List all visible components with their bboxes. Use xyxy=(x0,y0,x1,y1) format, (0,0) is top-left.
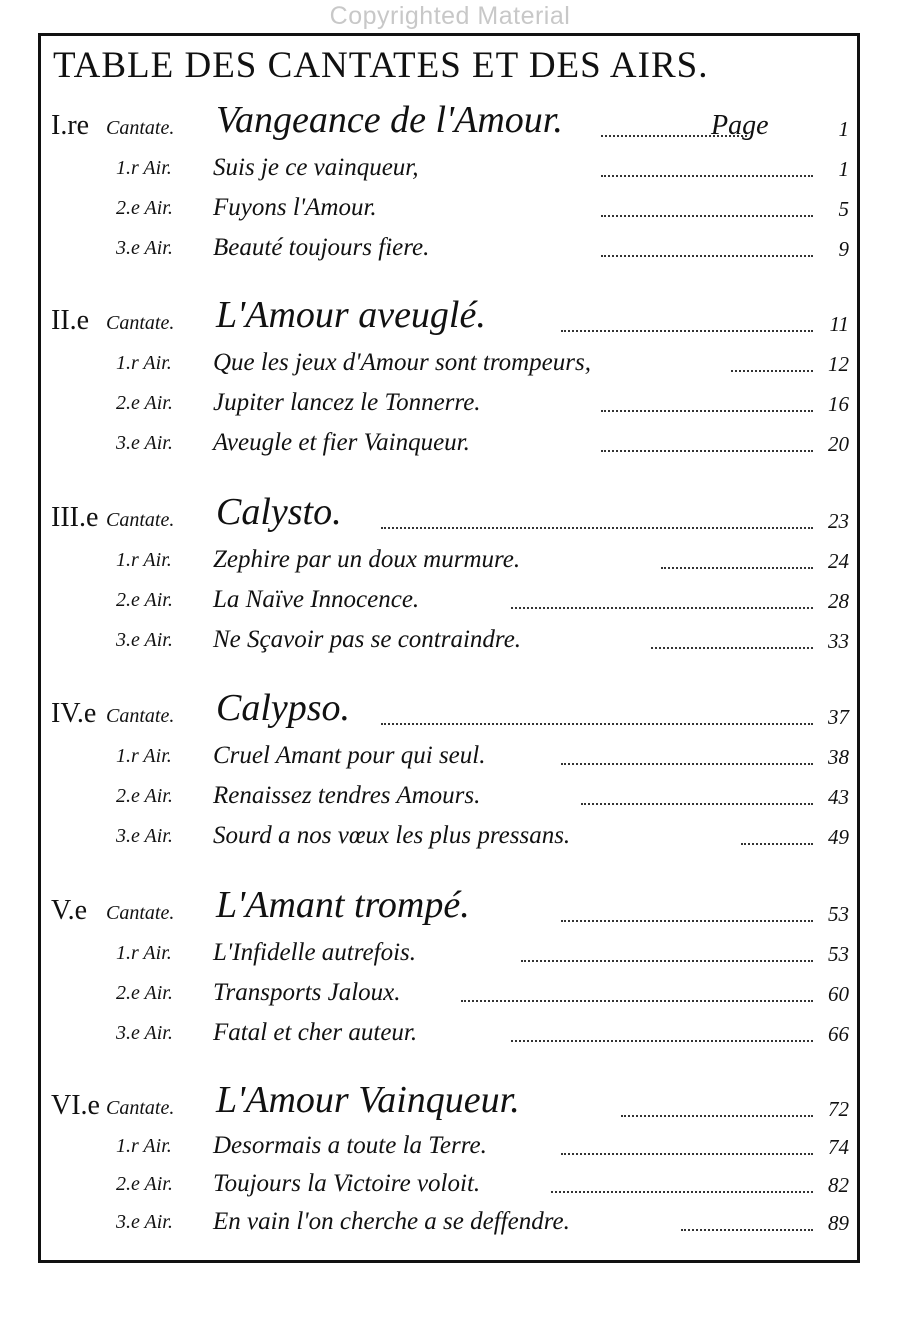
air-title: Fuyons l'Amour. xyxy=(213,194,377,221)
air-page: 43 xyxy=(828,785,849,809)
cantata-page: 11 xyxy=(829,312,849,336)
air-page: 20 xyxy=(828,432,849,456)
air-label: 3.e Air. xyxy=(116,1022,173,1044)
air-page: 16 xyxy=(828,392,849,416)
dot-leader xyxy=(601,255,813,257)
air-page: 9 xyxy=(838,237,849,261)
air-row xyxy=(41,971,857,1011)
air-title: Toujours la Victoire voloit. xyxy=(213,1170,481,1197)
air-title: Aveugle et fier Vainqueur. xyxy=(213,429,470,456)
cantata-number: I.re xyxy=(51,110,90,141)
air-title: Transports Jaloux. xyxy=(213,979,401,1006)
air-title: Suis je ce vainqueur, xyxy=(213,154,419,181)
cantata-row xyxy=(41,1079,857,1126)
air-page: 49 xyxy=(828,825,849,849)
cantata-title: Vangeance de l'Amour. xyxy=(216,99,563,141)
cantata-title: L'Amour Vainqueur. xyxy=(216,1079,520,1121)
air-title: Sourd a nos vœux les plus pressans. xyxy=(213,822,571,849)
air-label: 2.e Air. xyxy=(116,1173,173,1195)
cantata-label: Cantate. xyxy=(106,705,175,727)
air-page: 28 xyxy=(828,589,849,613)
air-page: 60 xyxy=(828,982,849,1006)
dot-leader xyxy=(521,960,813,962)
air-row xyxy=(41,618,857,658)
dot-leader xyxy=(651,647,813,649)
air-row xyxy=(41,931,857,971)
dot-leader xyxy=(551,1191,813,1193)
cantata-row xyxy=(41,687,857,734)
air-label: 1.r Air. xyxy=(116,942,172,964)
air-row xyxy=(41,381,857,421)
cantata-page: 1 xyxy=(838,117,849,141)
cantata-label: Cantate. xyxy=(106,117,175,139)
air-row xyxy=(41,146,857,186)
air-label: 2.e Air. xyxy=(116,785,173,807)
air-row xyxy=(41,774,857,814)
dot-leader xyxy=(561,330,813,332)
air-title: Beauté toujours fiere. xyxy=(213,234,430,261)
cantata-row xyxy=(41,491,857,538)
air-title: Desormais a toute la Terre. xyxy=(213,1132,487,1159)
air-page: 12 xyxy=(828,352,849,376)
cantata-label: Cantate. xyxy=(106,1097,175,1119)
cantata-row xyxy=(41,294,857,341)
air-row xyxy=(41,226,857,266)
cantata-page: 53 xyxy=(828,902,849,926)
dot-leader xyxy=(741,843,813,845)
air-label: 1.r Air. xyxy=(116,745,172,767)
air-page: 5 xyxy=(838,197,849,221)
cantata-number: III.e xyxy=(51,502,99,533)
air-page: 82 xyxy=(828,1173,849,1197)
cantata-number: V.e xyxy=(51,895,88,926)
cantata-label: Cantate. xyxy=(106,902,175,924)
air-row xyxy=(41,578,857,618)
air-label: 3.e Air. xyxy=(116,237,173,259)
cantata-number: VI.e xyxy=(51,1090,100,1121)
air-label: 2.e Air. xyxy=(116,982,173,1004)
air-row xyxy=(41,1011,857,1051)
air-label: 3.e Air. xyxy=(116,1211,173,1233)
air-row xyxy=(41,538,857,578)
dot-leader xyxy=(731,370,813,372)
dot-leader xyxy=(601,215,813,217)
air-label: 3.e Air. xyxy=(116,432,173,454)
air-page: 89 xyxy=(828,1211,849,1235)
page-title: TABLE DES CANTATES ET DES AIRS. xyxy=(53,45,709,86)
air-title: Renaissez tendres Amours. xyxy=(213,782,481,809)
cantata-number: IV.e xyxy=(51,698,97,729)
air-label: 2.e Air. xyxy=(116,392,173,414)
air-page: 74 xyxy=(828,1135,849,1159)
air-label: 1.r Air. xyxy=(116,1135,172,1157)
dot-leader xyxy=(561,763,813,765)
dot-leader xyxy=(581,803,813,805)
dot-leader xyxy=(461,1000,813,1002)
air-row xyxy=(41,341,857,381)
cantata-label: Cantate. xyxy=(106,509,175,531)
air-label: 1.r Air. xyxy=(116,352,172,374)
air-row xyxy=(41,734,857,774)
air-label: 1.r Air. xyxy=(116,157,172,179)
watermark: Copyrighted Material xyxy=(329,2,571,30)
cantata-row xyxy=(41,99,857,146)
air-page: 66 xyxy=(828,1022,849,1046)
air-page: 33 xyxy=(828,629,849,653)
dot-leader xyxy=(561,1153,813,1155)
air-page: 38 xyxy=(828,745,849,769)
air-title: Cruel Amant pour qui seul. xyxy=(213,742,486,769)
cantata-title: L'Amour aveuglé. xyxy=(216,294,486,336)
dot-leader xyxy=(661,567,813,569)
air-label: 2.e Air. xyxy=(116,197,173,219)
cantata-title: L'Amant trompé. xyxy=(216,884,470,926)
cantata-title: Calypso. xyxy=(216,687,351,729)
air-title: Fatal et cher auteur. xyxy=(213,1019,418,1046)
air-row xyxy=(41,1200,857,1240)
cantata-page: 23 xyxy=(828,509,849,533)
air-page: 1 xyxy=(838,157,849,181)
cantata-title: Calysto. xyxy=(216,491,342,533)
dot-leader xyxy=(511,607,813,609)
cantata-number: II.e xyxy=(51,305,90,336)
air-title: Que les jeux d'Amour sont trompeurs, xyxy=(213,349,591,376)
air-title: La Naïve Innocence. xyxy=(213,586,420,613)
air-title: En vain l'on cherche a se deffendre. xyxy=(213,1208,570,1235)
air-page: 53 xyxy=(828,942,849,966)
dot-leader xyxy=(681,1229,813,1231)
table-of-contents-frame xyxy=(38,33,860,1263)
cantata-label: Cantate. xyxy=(106,312,175,334)
dot-leader xyxy=(601,450,813,452)
dot-leader xyxy=(561,920,813,922)
cantata-row xyxy=(41,884,857,931)
air-row xyxy=(41,814,857,854)
air-title: L'Infidelle autrefois. xyxy=(213,939,417,966)
cantata-page: 72 xyxy=(828,1097,849,1121)
air-title: Ne Sçavoir pas se contraindre. xyxy=(213,626,522,653)
air-label: 2.e Air. xyxy=(116,589,173,611)
dot-leader xyxy=(621,1115,813,1117)
dot-leader xyxy=(381,723,813,725)
air-label: 3.e Air. xyxy=(116,825,173,847)
air-title: Jupiter lancez le Tonnerre. xyxy=(213,389,481,416)
air-page: 24 xyxy=(828,549,849,573)
dot-leader xyxy=(511,1040,813,1042)
dot-leader xyxy=(601,175,813,177)
air-label: 1.r Air. xyxy=(116,549,172,571)
dot-leader xyxy=(381,527,813,529)
air-label: 3.e Air. xyxy=(116,629,173,651)
dot-leader xyxy=(601,410,813,412)
cantata-page: 37 xyxy=(828,705,849,729)
air-title: Zephire par un doux murmure. xyxy=(213,546,521,573)
air-row xyxy=(41,186,857,226)
air-row xyxy=(41,1124,857,1164)
air-row xyxy=(41,421,857,461)
air-row xyxy=(41,1162,857,1202)
page-column-label: Page xyxy=(711,110,769,141)
